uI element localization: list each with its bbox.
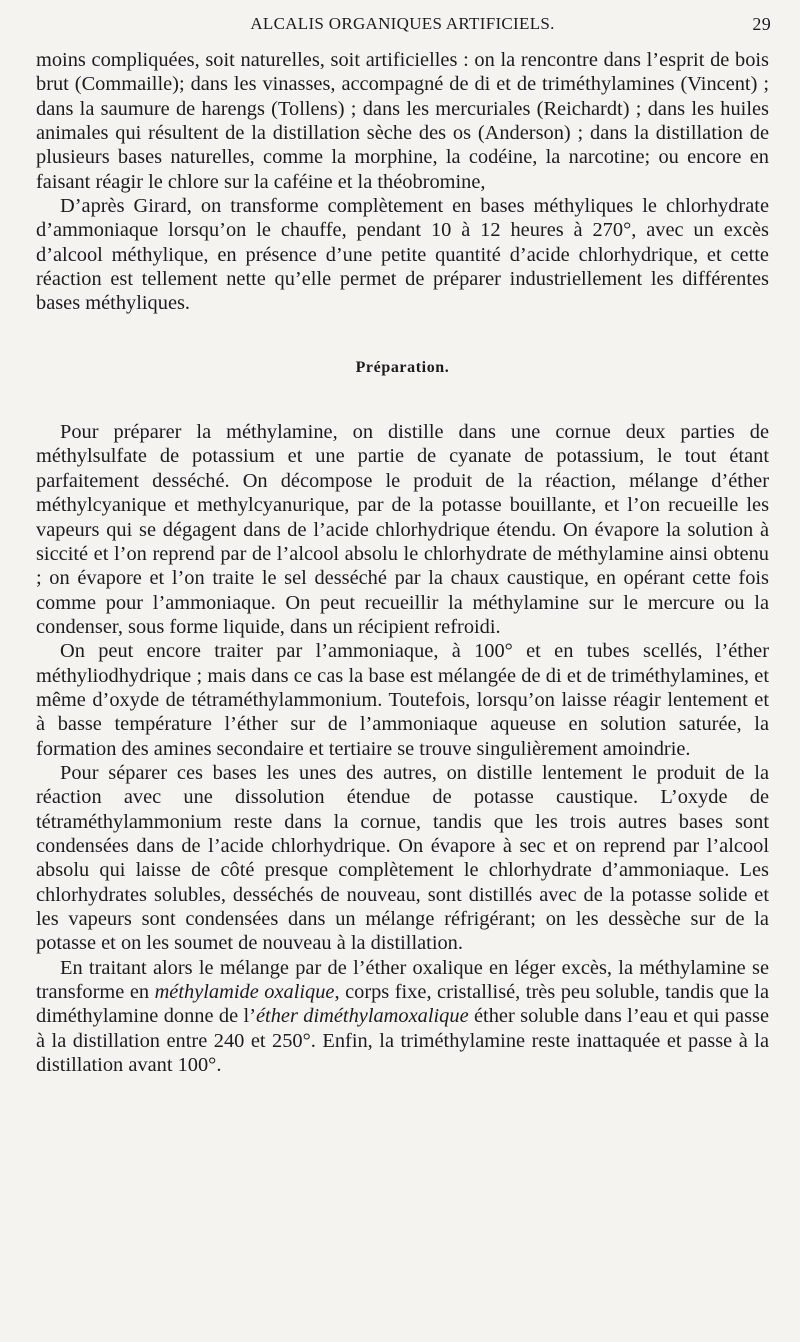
paragraph-continued: moins compliquées, soit naturelles, soit artificielles : on la rencontre dans l’esprit de bois brut (Commaille); dans les vinasses, accompagné de di et de triméthylamines (Vincent) ; dans la saumure de harengs (Tollens) ; dans les mercuriales (Reichardt) ; dans les huiles animales qui résultent de la distillation sèche des os (Anderson) ; dans la distillation de plusieurs bases naturelles, comme la morphine, la codéine, la narcotine; ou encore en faisant réagir le chlore sur la caféine et la théobromine, <box>36 49 769 193</box>
paragraph-oxalic <box>36 956 769 1078</box>
text-run: En traitant alors le mélange par de l’éther oxalique en léger excès, la méthylamine se transforme en <box>36 956 769 1004</box>
italic-term-methylamide: méthylamide oxalique <box>154 981 335 1004</box>
running-title: ALCALIS ORGANIQUES ARTIFICIELS. <box>250 14 555 33</box>
text-run: l’ <box>243 1005 256 1028</box>
text-run: , corps fixe, cristallisé, très peu soluble, tandis que la diméthylamine donne de <box>36 981 770 1028</box>
section-heading: Préparation. <box>355 358 450 376</box>
text-run: éther soluble dans l’eau et qui passe à la distillation entre 240 et 250°. Enfin, la triméthylamine reste inattaquée et passe à la distillation avant 100°. <box>36 1005 769 1077</box>
body-text <box>36 48 769 1077</box>
italic-term-ether: éther diméthylamoxalique <box>256 1005 469 1028</box>
paragraph-girard: D’après Girard, on transforme complètement en bases méthyliques le chlorhydrate d’ammoniaque lorsqu’on le chauffe, pendant 10 à 12 heures à 270°, avec un excès d’alcool méthylique, en présence d’une petite quantité d’acide chlorhydrique, et cette réaction est tellement nette qu’elle permet de préparer industriellement les différentes bases méthyliques. <box>36 195 769 315</box>
paragraph-separation: Pour séparer ces bases les unes des autres, on distille lentement le produit de la réaction avec une dissolution étendue de potasse caustique. L’oxyde de tétraméthylammonium reste dans la cornue, tandis que les trois autres bases sont condensées dans de l’acide chlorhydrique. On évapore à sec et on reprend par l’alcool absolu qui laisse de côté presque complètement le chlorhydrate d’ammoniaque. Les chlorhydrates solubles, desséchés de nouveau, sont distillés avec de la potasse solide et les vapeurs sont condensées dans un mélange réfrigérant; on les dessèche sur de la potasse et on les soumet de nouveau à la distillation. <box>36 761 769 955</box>
paragraph-ammonia: On peut encore traiter par l’ammoniaque, à 100° et en tubes scellés, l’éther méthyliodhydrique ; mais dans ce cas la base est mélangée de di et de triméthylamines, et même d’oxyde de tétraméthylammonium. Toutefois, lorsqu’on laisse réagir lentement et à basse température l’éther sur de l’ammoniaque aqueuse en solution saturée, la formation des amines secondaire et tertiaire se trouve singulièrement amoindrie. <box>36 640 769 760</box>
page-number: 29 <box>752 14 771 34</box>
running-header <box>36 14 769 38</box>
paragraph-preparation: Pour préparer la méthylamine, on distille dans une cornue deux parties de méthylsulfate de potassium et une partie de cyanate de potassium, le tout étant parfaitement desséché. On décompose le produit de la réaction, mélange d’éther méthylcyanique et methylcyanurique, par de la potasse bouillante, et l’on recueille les vapeurs qui se dégagent dans de l’acide chlorhydrique étendu. On évapore la solution à siccité et l’on reprend par de l’alcool absolu le chlorhydrate de méthylamine ainsi obtenu ; on évapore et l’on traite le sel desséché par la chaux caustique, en opérant cette fois comme pour l’ammoniaque. On peut recueillir la méthylamine sur le mercure ou la condenser, sous forme liquide, dans un récipient refroidi. <box>36 421 769 638</box>
